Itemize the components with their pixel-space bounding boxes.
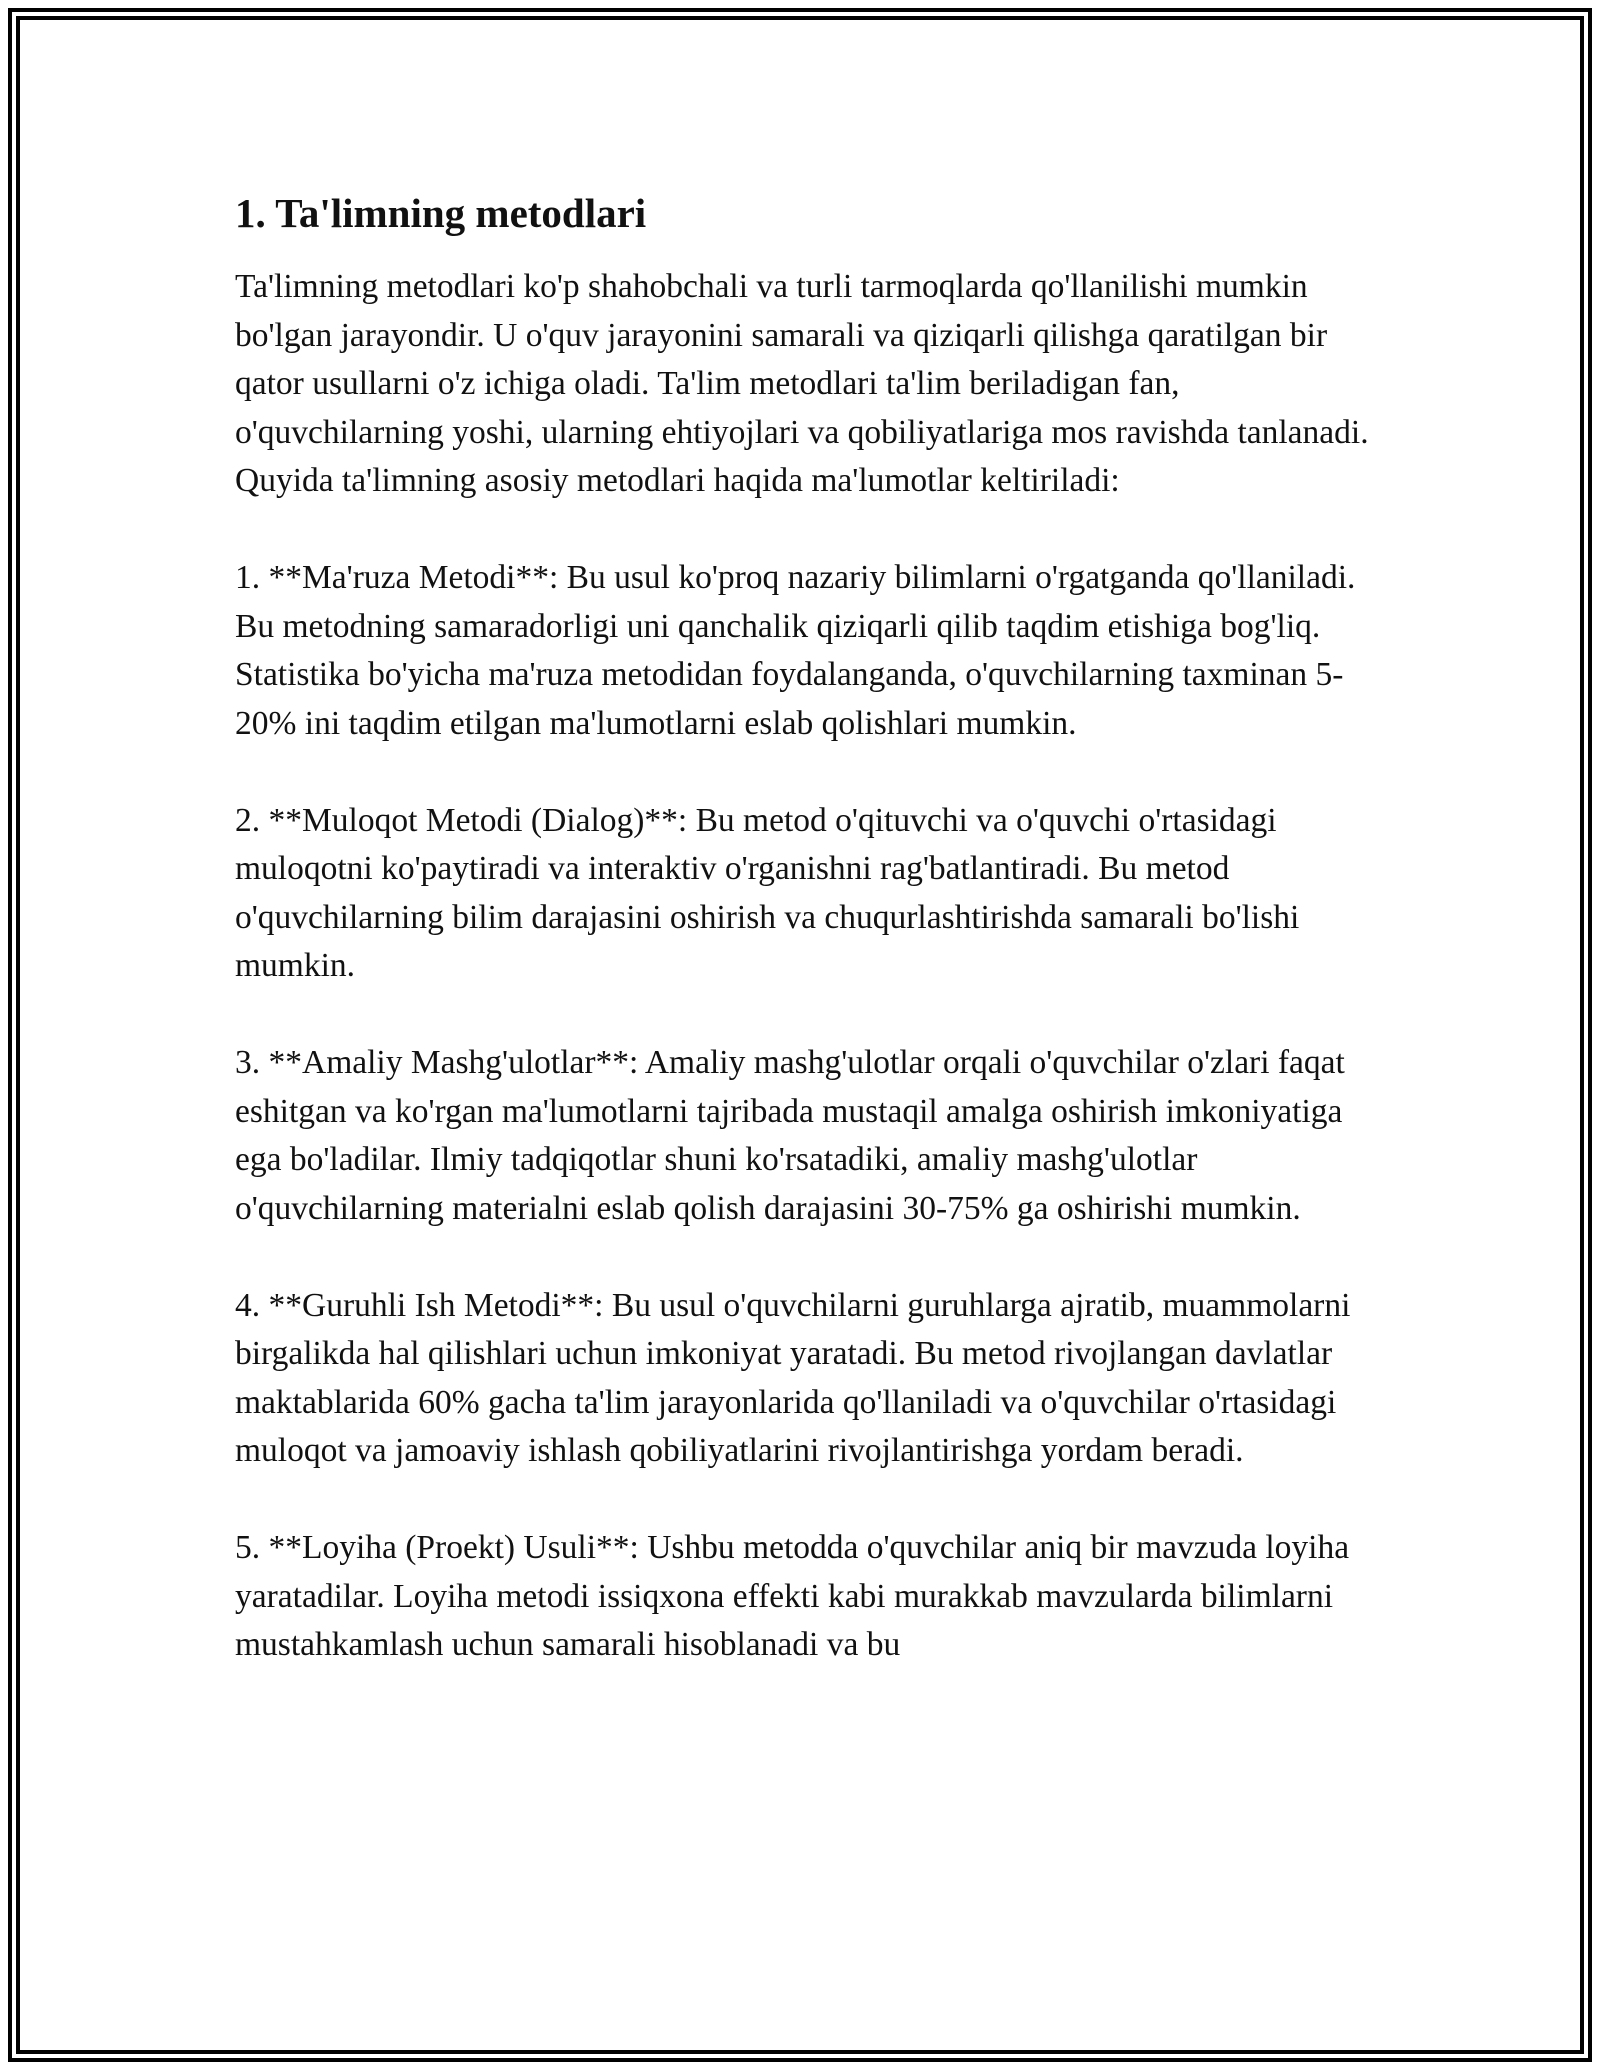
method-paragraph-lecture: 1. **Ma'ruza Metodi**: Bu usul ko'proq nazariy bilimlarni o'rgatganda qo'llaniladi. Bu metodning samaradorligi uni qanchalik qiziqarli qilib taqdim etishiga bog'liq. Statistika bo'yicha ma'ruza metodidan foydalanganda, o'quvchilarning taxminan 5-20% ini taqdim etilgan ma'lumotlarni eslab qolishlari mumkin. <box>235 559 1356 742</box>
document-body <box>235 185 1370 1670</box>
method-paragraph-group-work: 4. **Guruhli Ish Metodi**: Bu usul o'quvchilarni guruhlarga ajratib, muammolarni birgalikda hal qilishlari uchun imkoniyat yaratadi. Bu metod rivojlangan davlatlar maktablarida 60% gacha ta'lim jarayonlarida qo'llaniladi va o'quvchilar o'rtasidagi muloqot va jamoaviy ishlash qobiliyatlarini rivojlantirishga yordam beradi. <box>235 1286 1351 1469</box>
method-paragraph-project: 5. **Loyiha (Proekt) Usuli**: Ushbu metodda o'quvchilar aniq bir mavzuda loyiha yaratadilar. Loyiha metodi issiqxona effekti kabi murakkab mavzularda bilimlarni mustahkamlash uchun samarali hisoblanadi va bu <box>235 1529 1350 1663</box>
intro-paragraph: Ta'limning metodlari ko'p shahobchali va turli tarmoqlarda qo'llanilishi mumkin bo'lgan jarayondir. U o'quv jarayonini samarali va qiziqarli qilishga qaratilgan bir qator usullarni o'z ichiga oladi. Ta'lim metodlari ta'lim beriladigan fan, o'quvchilarning yoshi, ularning ehtiyojlari va qobiliyatlariga mos ravishda tanlanadi. Quyida ta'limning asosiy metodlari haqida ma'lumotlar keltiriladi: <box>235 268 1369 499</box>
page-title: 1. Ta'limning metodlari <box>235 190 647 236</box>
method-paragraph-practical: 3. **Amaliy Mashg'ulotlar**: Amaliy mashg'ulotlar orqali o'quvchilar o'zlari faqat eshitgan va ko'rgan ma'lumotlarni tajribada mustaqil amalga oshirish imkoniyatiga ega bo'ladilar. Ilmiy tadqiqotlar shuni ko'rsatadiki, amaliy mashg'ulotlar o'quvchilarning materialni eslab qolish darajasini 30-75% ga oshirishi mumkin. <box>235 1044 1345 1227</box>
method-paragraph-dialog: 2. **Muloqot Metodi (Dialog)**: Bu metod o'qituvchi va o'quvchi o'rtasidagi muloqotni ko'paytiradi va interaktiv o'rganishni rag'batlantiradi. Bu metod o'quvchilarning bilim darajasini oshirish va chuqurlashtirishda samarali bo'lishi mumkin. <box>235 801 1300 984</box>
